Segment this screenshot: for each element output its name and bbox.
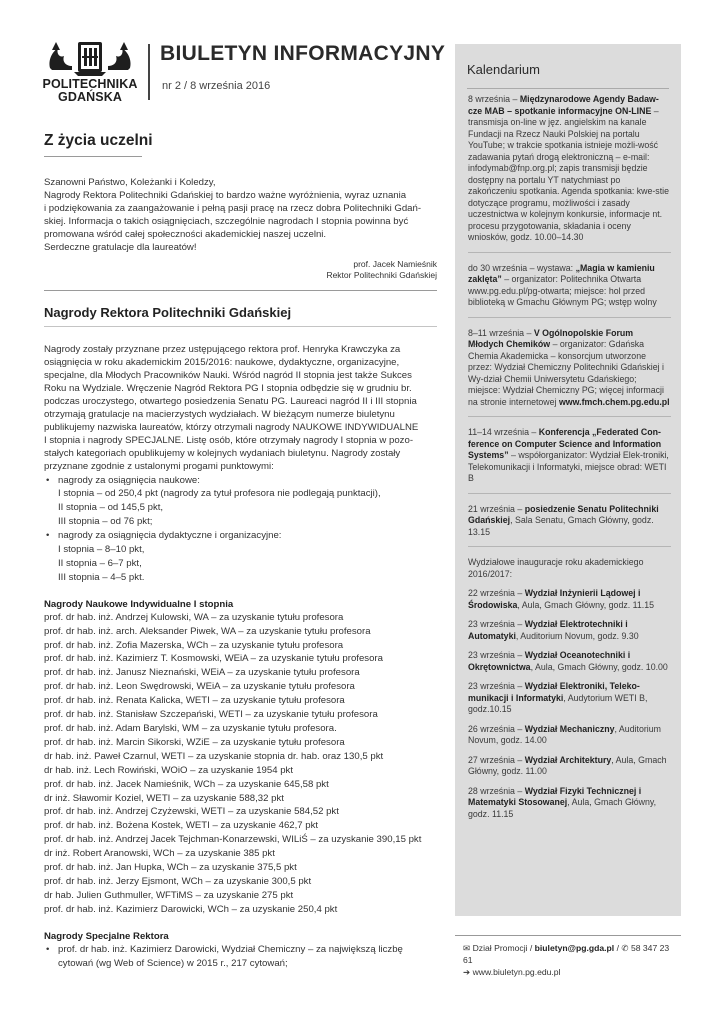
promo-label: Dział Promocji / <box>472 943 535 953</box>
event-details: , Audytorium WETI B, godz.10.15 <box>468 692 648 714</box>
event-link[interactable]: www.fmch.chem.pg.edu.pl <box>558 396 670 407</box>
event-name: „Magia w kamieniu zaklęta” <box>468 262 655 284</box>
event-details: , Aula, Gmach Główny, godz. 11.15 <box>468 797 657 819</box>
list-item: prof. dr hab. inż. Bożena Kostek, WETI – za uzyskanie 462,7 pkt <box>44 820 319 832</box>
event-details: , Aula, Gmach Główny, godz. 10.00 <box>530 661 668 672</box>
event-name: V Ogólnopolskie Forum Młodych Chemików <box>468 327 634 349</box>
event-details: , Aula, Gmach Główny, godz. 11.00 <box>468 754 667 776</box>
greeting-paragraph <box>44 176 437 255</box>
separator: / <box>614 943 622 953</box>
intro-line: Roku na Wydziale. Wręczenie Nagród Rektora PG I stopnia odbędzie się w grudniu br. <box>44 382 412 394</box>
list-item: prof. dr hab. inż. Marcin Sikorski, WZiE – za uzyskanie tytułu profesora <box>44 736 345 748</box>
event-name: Wydział Fizyki Technicznej i Matematyki Stosowanej <box>468 785 642 807</box>
event-item <box>468 504 671 547</box>
section1-title: Z życia uczelni <box>44 132 153 149</box>
list-item: prof. dr hab. inż. Kazimierz T. Kosmowski, WEiA – za uzyskanie tytułu profesora <box>44 653 383 665</box>
individual-awards-list <box>44 611 437 917</box>
special-award-item: • prof. dr hab. inż. Kazimierz Darowicki, Wydział Chemiczny – za największą liczbę <box>44 943 437 957</box>
logo-line-1: POLITECHNIKA <box>42 77 138 91</box>
intro-line: Nagrody zostały przyznane przez ustępującego rektora prof. Henryka Krawczyka za <box>44 343 401 355</box>
calendar-title: Kalendarium <box>467 62 540 77</box>
event-details: – transmisja on-line w jęz. angielskim na kanale Fundacji na Rzecz Nauki Polskiej na portalu YouTube; w trakcie spotkania istnieje możli-wość zadawania pytań drogą elektroniczną – e-mail: infodymab@fnp.org.pl; zapis transmisji będzie dostępny na portalu YT natychmiast po zakończeniu spotkania. Agenda spotkania: kwe-stie dotyczące programu, możliwości i zasady uczestnictwa w kolejnym konkursie, informacje nt. procesu przygotowania, składania i oceny wniosków, godz. 10.00–14.30 <box>468 105 669 242</box>
event-item <box>468 94 671 252</box>
email-link[interactable]: biuletyn@pg.gda.pl <box>534 943 615 953</box>
event-date: 23 września – <box>468 650 525 660</box>
list-item: prof. dr hab. inż. Andrzej Kulowski, WA – za uzyskanie tytułu profesora <box>44 611 344 623</box>
bulletin-title: BIULETYN INFORMACYJNY <box>160 42 446 65</box>
event-details: – współorganizator: Wydział Elek-troniki, Telekomunikacji i Informatyki, miejsce obrad: WETI B <box>468 450 669 483</box>
inauguration-item <box>468 755 671 786</box>
list-item: dr hab. Julien Guthmuller, WFTiMS – za uzyskanie 275 pkt <box>44 889 294 901</box>
threshold-line: I stopnia – 8–10 pkt, <box>58 544 145 556</box>
list-item: prof. dr hab. inż. Jerzy Ejsmont, WCh – za uzyskanie 300,5 pkt <box>44 875 312 887</box>
event-divider <box>468 416 671 417</box>
event-item <box>468 328 671 417</box>
inauguration-item <box>468 786 671 829</box>
event-details: – organizator: Gdańska Chemia Akademicka – konsorcjum utworzone przez: Wydział Chemiczny Politechniki Gdańskiej i Wy-dział Chemii Uniwersytetu Gdańskiego; miejsce: Wydział Chemiczny PG; więcej informacji na stronie internetowej <box>468 339 664 407</box>
para-line: Szanowni Państwo, Koleżanki i Koledzy, <box>44 177 216 188</box>
event-name: Międzynarodowe Agendy Badaw-cze MAB – spotkanie informacyjne ON-LINE <box>468 94 659 116</box>
list-item: prof. dr hab. inż. Andrzej Jacek Tejchman-Konarzewski, WILiŚ – za uzyskanie 390,15 pkt <box>44 834 422 846</box>
list-item: prof. dr hab. inż. Jan Hupka, WCh – za uzyskanie 375,5 pkt <box>44 862 297 874</box>
event-name: Konferencja „Federated Con-ference on Computer Science and Information Systems” <box>468 427 662 460</box>
intro-line: otrzymają gratulacje na macierzystych wydziałach. W bieżącym numerze biuletynu <box>44 409 395 421</box>
intro-paragraph <box>44 343 437 474</box>
phone-number: 58 347 23 61 <box>463 943 670 965</box>
list-item: prof. dr hab. inż. Zofia Mazerska, WCh – za uzyskanie tytułu profesora <box>44 639 344 651</box>
event-name: posiedzenie Senatu Politechniki Gdańskiej <box>468 503 659 525</box>
threshold-line: III stopnia – od 76 pkt; <box>58 516 153 528</box>
section2-title: Nagrody Rektora Politechniki Gdańskiej <box>44 304 292 320</box>
signature-name: prof. Jacek Namieśnik <box>353 258 437 269</box>
thresholds-list <box>44 474 437 585</box>
event-name: Wydział Architektury <box>524 754 612 765</box>
inaugurations-title: Wydziałowe inauguracje roku akademickiego 2016/2017: <box>468 557 644 579</box>
intro-line: publikujemy nazwiska laureatów, którzy otrzymali nagrody NAUKOWE INDYWIDUALNE <box>44 422 419 434</box>
section-divider <box>44 290 437 291</box>
list-item: dr hab. inż. Paweł Czarnul, WETI – za uzyskanie stopnia dr. hab. oraz 130,5 pkt <box>44 750 384 762</box>
event-date: 23 września – <box>468 681 525 691</box>
website-line <box>455 966 681 978</box>
event-date: 26 września – <box>468 723 525 734</box>
intro-line: przyznane zgodnie z ustalonymi progami punktowymi: <box>44 461 274 473</box>
section2-rule <box>44 326 437 327</box>
section1-rule <box>44 156 142 157</box>
event-date: 8 września – <box>468 94 520 104</box>
calendar-sidebar <box>455 44 681 916</box>
para-line: promowana wśród całej społeczności akademickiej naszej uczelni. <box>44 229 327 241</box>
website-link[interactable]: www.biuletyn.pg.edu.pl <box>472 967 561 977</box>
issue-info: nr 2 / 8 września 2016 <box>162 80 271 92</box>
event-name: Wydział Elektrotechniki i Automatyki <box>468 619 628 641</box>
threshold-line: I stopnia – od 250,4 pkt (nagrody za tytuł profesora nie podlegają punktacji), <box>58 488 381 500</box>
inauguration-item <box>468 588 671 619</box>
list-item: dr inż. Sławomir Koziel, WETI – za uzyskanie 588,32 pkt <box>44 792 284 804</box>
event-date: 23 września – <box>468 619 525 629</box>
event-name: Wydział Oceanotechniki i Okrętownictwa <box>468 650 631 672</box>
list-item: prof. dr hab. inż. Andrzej Czyżewski, WETI – za uzyskanie 584,52 pkt <box>44 806 339 818</box>
university-logo <box>40 38 140 104</box>
event-date: 21 września – <box>468 503 525 514</box>
event-divider <box>468 493 671 494</box>
event-divider <box>468 317 671 318</box>
list-item: prof. dr hab. inż. Adam Barylski, WM – za uzyskanie tytułu profesora. <box>44 723 337 734</box>
intro-line: podczas uroczystego, otwartego posiedzenia Senatu PG. Laureaci nagród II i III stopnia <box>44 395 417 407</box>
special-award-item-cont: cytowań (wg Web of Science) w 2015 r., 217 cytowań; <box>58 957 288 969</box>
calendar-events <box>468 94 671 828</box>
event-item <box>468 427 671 493</box>
event-divider <box>468 252 671 253</box>
event-details: – organizator: Politechnika Otwarta www.pg.edu.pl/pg-otwarta; miejsce: hol przed biblioteką w Gmachu Głównym PG; wstęp wolny <box>468 274 657 307</box>
event-name: Wydział Inżynierii Lądowej i Środowiska <box>468 588 641 610</box>
inauguration-item <box>468 681 671 724</box>
individual-awards-title: Nagrody Naukowe Indywidualne I stopnia <box>44 598 234 610</box>
special-awards-title: Nagrody Specjalne Rektora <box>44 930 169 942</box>
event-item <box>468 263 671 317</box>
list-item: dr hab. inż. Lech Rowiński, WOiO – za uzyskanie 1954 pkt <box>44 764 294 776</box>
list-item: prof. dr hab. inż. Jacek Namieśnik, WCh – za uzyskanie 645,58 pkt <box>44 778 329 790</box>
list-item: prof. dr hab. inż. Stanisław Szczepański, WETI – za uzyskanie tytułu profesora <box>44 709 378 721</box>
threshold-line: III stopnia – 4–5 pkt. <box>58 571 145 583</box>
event-details: , Auditorium Novum, godz. 14.00 <box>468 723 661 745</box>
logo-line-2: GDAŃSKA <box>58 90 122 104</box>
phone-icon: ✆ <box>621 943 629 953</box>
para-line: skiej. Informacja o takich osiągnięciach, szczególnie nagrodach I stopnia powinna być <box>44 216 409 228</box>
event-name: Wydział Elektroniki, Teleko-munikacji i Informatyki <box>468 681 640 703</box>
event-date: 27 września – <box>468 754 525 765</box>
arrow-right-icon: ➔ <box>463 967 471 977</box>
list-item: prof. dr hab. inż. Janusz Nieznański, WEiA – za uzyskanie tytułu profesora <box>44 667 360 679</box>
event-details: , Auditorium Novum, godz. 9.30 <box>515 630 639 641</box>
inauguration-item <box>468 724 671 755</box>
intro-line: I stopnia i nagrody SPECJALNE. Listę osób, które otrzymały nagrody I stopnia w pozo- <box>44 435 414 447</box>
event-date: 22 września – <box>468 588 525 598</box>
list-item: prof. dr hab. inż. Kazimierz Darowicki, WCh – za uzyskanie 250,4 pkt <box>44 903 338 915</box>
list-item: prof. dr hab. inż. Leon Swędrowski, WEiA – za uzyskanie tytułu profesora <box>44 681 355 693</box>
event-date: do 30 września – wystawa: <box>468 262 576 273</box>
event-date: 8–11 września – <box>468 327 534 338</box>
list-item: prof. dr hab. inż. Renata Kalicka, WETI – za uzyskanie tytułu profesora <box>44 695 345 707</box>
intro-line: stałych kategoriach opublikujemy w kolejnych wydaniach biuletynu. Nagrody zostały <box>44 448 401 460</box>
bullet-item: • nagrody za osiągnięcia dydaktyczne i organizacyjne: <box>44 529 437 543</box>
bullet-item: • nagrody za osiągnięcia naukowe: <box>44 474 437 488</box>
event-date: 11–14 września – <box>468 427 539 437</box>
event-divider <box>468 546 671 547</box>
event-date: 28 września – <box>468 785 525 796</box>
para-line: Nagrody Rektora Politechniki Gdańskiej to bardzo ważne wyróżnienia, wyraz uznania <box>44 190 407 202</box>
header-divider <box>148 44 150 100</box>
contact-footer <box>455 935 681 977</box>
event-details: , Aula, Gmach Główny, godz. 11.15 <box>517 599 654 610</box>
list-item: prof. dr hab. inż. arch. Aleksander Piwek, WA – za uzyskanie tytułu profesora <box>44 625 371 637</box>
signature-role: Rektor Politechniki Gdańskiej <box>326 270 437 281</box>
inauguration-item <box>468 619 671 650</box>
calendar-rule <box>467 88 669 89</box>
list-item: dr inż. Robert Aranowski, WCh – za uzyskanie 385 pkt <box>44 848 275 860</box>
threshold-line: II stopnia – od 145,5 pkt, <box>58 502 164 514</box>
inauguration-item <box>468 650 671 681</box>
threshold-line: II stopnia – 6–7 pkt, <box>58 557 142 569</box>
para-line: i podziękowania za zaangażowanie i pełną pasji pracę na rzecz dobra Politechniki Gdań- <box>44 203 422 215</box>
intro-line: osiągnięcia w roku akademickim 2015/2016: naukowe, dydaktyczne, organizacyjne, <box>44 356 400 368</box>
para-line: Serdeczne gratulacje dla laureatów! <box>44 242 197 254</box>
event-name: Wydział Mechaniczny <box>524 723 615 734</box>
contact-line <box>455 942 681 966</box>
main-column <box>44 132 437 971</box>
intro-line: specjalne, dla Młodych Pracowników Nauki. Wśród nagród II stopnia jest także Sukces <box>44 369 412 381</box>
crest-icon <box>44 38 136 78</box>
envelope-icon: ✉ <box>463 943 471 953</box>
event-details: , Sala Senatu, Gmach Główny, godz. 13.15 <box>468 515 654 537</box>
